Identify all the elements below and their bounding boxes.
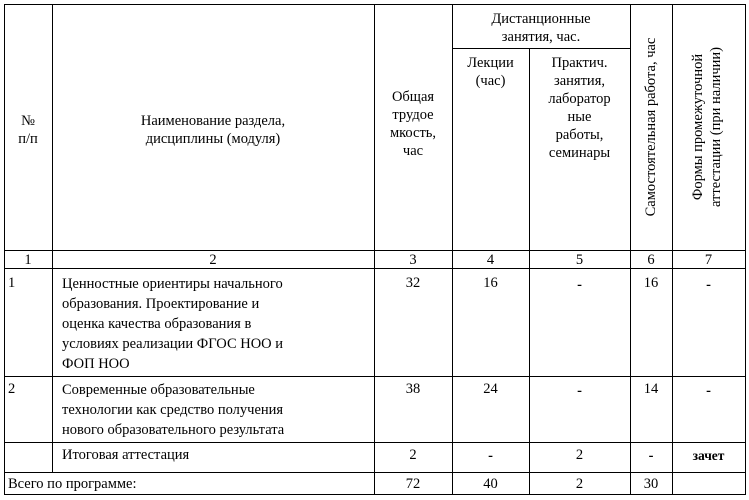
row-2-total: 38: [405, 381, 421, 397]
header-practical: Практич. занятия, лаборатор ные работы, семинары: [548, 55, 611, 161]
header-forms-line1: Формы промежуточной: [690, 53, 706, 201]
total-lectures: 40: [483, 476, 498, 492]
row-2-self-work: 14: [643, 381, 659, 397]
header-name: Наименование раздела, дисциплины (модуля): [140, 113, 286, 147]
header-lectures: Лекции (час): [467, 55, 514, 89]
header-forms-line2: аттестации (при наличии): [708, 47, 724, 208]
total-self-work: 30: [643, 476, 659, 492]
row-2-name: Современные образовательные технологии как средство получения нового образовательного результата: [62, 382, 285, 438]
colnum-6: 6: [647, 252, 655, 268]
row-2-forms: -: [706, 383, 711, 399]
header-num: № п/п: [18, 113, 38, 147]
row-2-num: 2: [8, 381, 16, 397]
row-3-practical: 2: [575, 447, 584, 463]
row-1-num: 1: [8, 275, 16, 291]
row-1-total: 32: [405, 275, 421, 291]
row-3-lectures: -: [488, 448, 493, 464]
total-practical: 2: [575, 476, 584, 492]
colnum-1: 1: [24, 252, 32, 268]
row-3-total: 2: [409, 447, 417, 463]
header-total: Общая трудое мкость, час: [389, 89, 437, 159]
total-label: Всего по программе:: [8, 476, 137, 492]
row-3-name: Итоговая аттестация: [62, 447, 190, 463]
row-3-self-work: -: [648, 448, 654, 464]
row-1-forms: -: [706, 277, 711, 293]
row-1-self-work: 16: [643, 275, 659, 291]
header-self-work: Самостоятельная работа, час: [643, 37, 659, 217]
row-1-practical: -: [577, 277, 582, 293]
colnum-3: 3: [409, 252, 417, 268]
header-distance: Дистанционные занятия, час.: [491, 11, 591, 45]
row-2-lectures: 24: [483, 381, 498, 397]
colnum-2: 2: [209, 252, 217, 268]
total-total: 72: [405, 476, 421, 492]
row-3-forms: зачет: [692, 448, 725, 463]
colnum-5: 5: [575, 252, 584, 268]
colnum-7: 7: [704, 252, 713, 268]
colnum-4: 4: [486, 252, 495, 268]
row-1-lectures: 16: [483, 275, 498, 291]
row-2-practical: -: [577, 383, 582, 399]
row-1-name: Ценностные ориентиры начального образования. Проектирование и оценка качества образования в условиях реализации ФГОС НОО и ФОП НОО: [62, 276, 284, 372]
